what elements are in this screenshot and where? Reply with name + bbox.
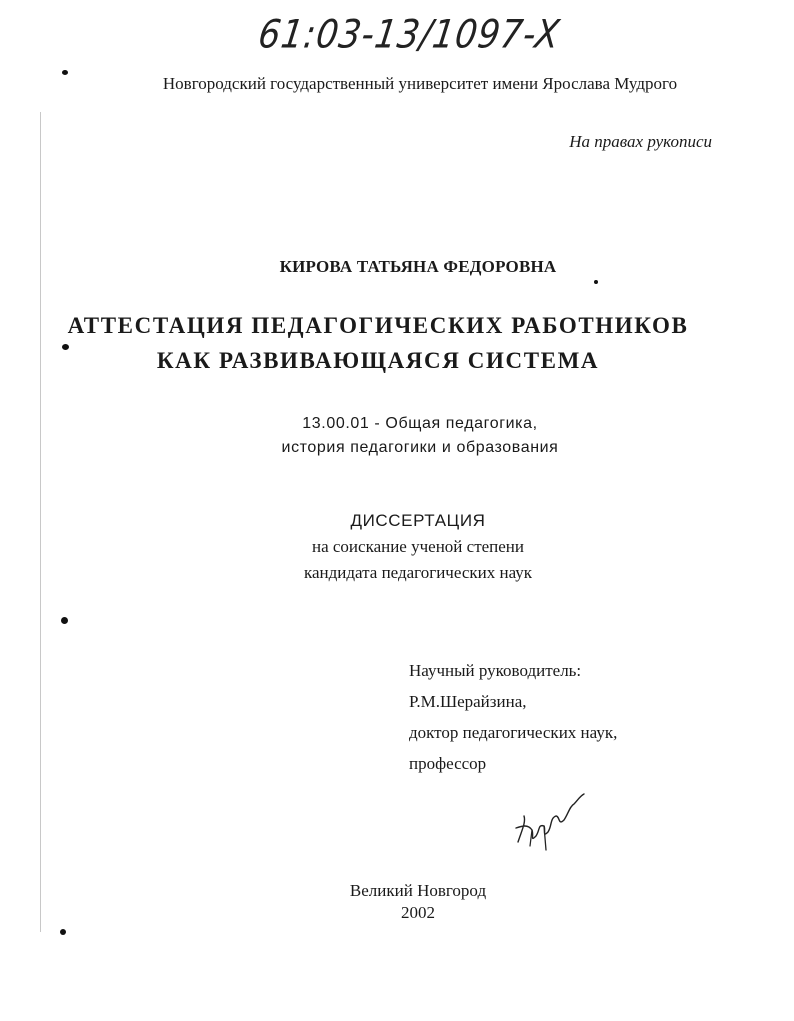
rights-note: На правах рукописи [569,132,712,151]
dissertation-title [0,308,756,378]
dissertation-label: ДИССЕРТАЦИЯ [350,511,486,530]
city-name: Великий Новгород [349,881,487,900]
supervisor-name: Р.М.Шерайзина, [409,692,527,711]
scan-speck [60,929,66,935]
title-line-1: АТТЕСТАЦИЯ ПЕДАГОГИЧЕСКИХ РАБОТНИКОВ [67,313,689,338]
specialty-line-2: история педагогики и образования [281,439,559,456]
university-name: Новгородский государственный университет имени Ярослава Мудрого [162,74,678,93]
title-line-2: КАК РАЗВИВАЮЩАЯСЯ СИСТЕМА [156,348,600,373]
scan-speck [61,617,68,624]
supervisor-rank: профессор [409,754,487,773]
specialty-line-1: 13.00.01 - Общая педагогика, [302,415,538,432]
dissertation-block [0,508,794,586]
specialty [0,412,794,460]
supervisor-block [409,655,617,779]
supervisor-degree: доктор педагогических наук, [409,723,618,742]
publication-year: 2002 [401,903,435,922]
scan-speck [594,280,598,284]
handwritten-catalog-code-text: 61:03-13/1097-X [255,12,563,58]
supervisor-label: Научный руководитель: [409,661,582,680]
signature [508,786,588,856]
handwritten-catalog-code [255,12,563,72]
publication-place [0,880,794,924]
author-name: КИРОВА ТАТЬЯНА ФЕДОРОВНА [279,257,557,276]
degree-line-1: на соискание ученой степени [311,537,525,556]
degree-line-2: кандидата педагогических наук [303,563,533,582]
